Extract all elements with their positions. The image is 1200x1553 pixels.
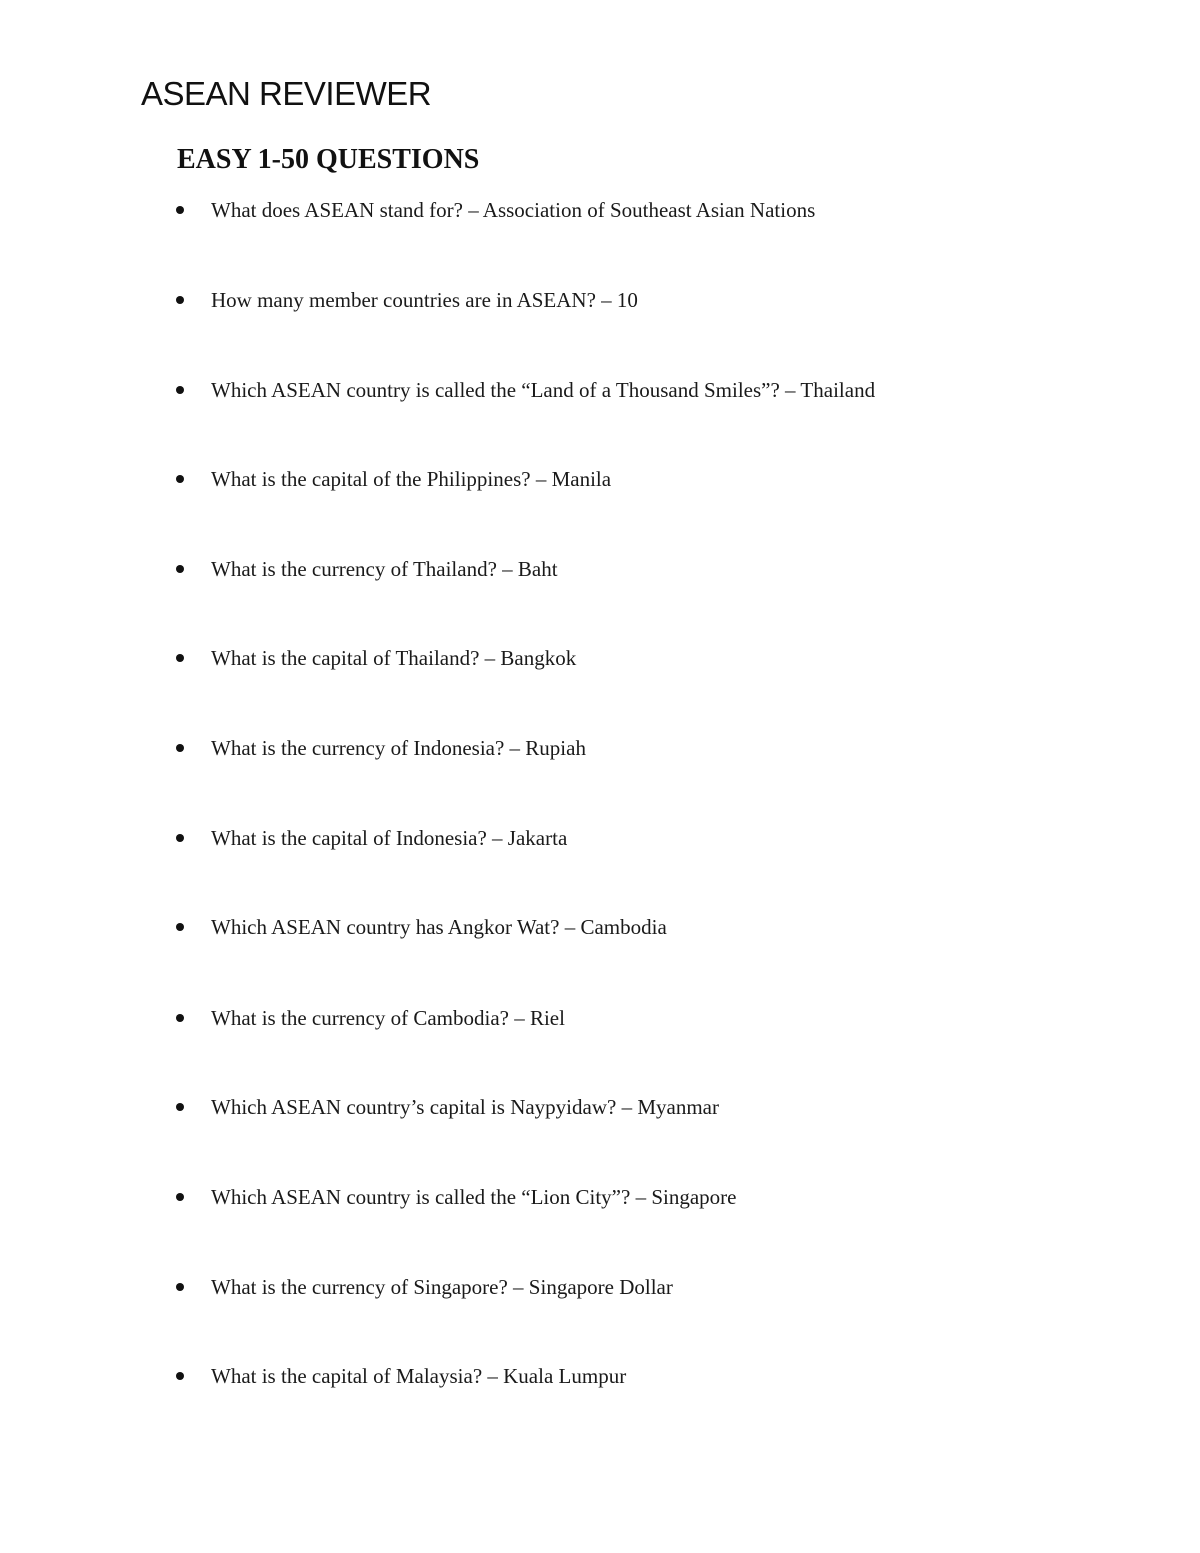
question-answer-text: Which ASEAN country has Angkor Wat? – Cambodia bbox=[211, 915, 667, 939]
question-answer-text: What is the capital of the Philippines? – Manila bbox=[211, 467, 612, 491]
list-item bbox=[172, 1361, 1072, 1391]
bullet-icon bbox=[176, 386, 184, 394]
bullet-icon bbox=[176, 1283, 184, 1291]
list-item bbox=[172, 733, 1072, 763]
question-answer-text: Which ASEAN country is called the “Land of a Thousand Smiles”? – Thailand bbox=[211, 378, 876, 402]
bullet-icon bbox=[176, 834, 184, 842]
list-item bbox=[172, 1092, 1072, 1122]
question-answer-text: How many member countries are in ASEAN? – 10 bbox=[211, 288, 638, 312]
bullet-icon bbox=[176, 565, 184, 573]
question-answer-text: What is the capital of Indonesia? – Jakarta bbox=[211, 826, 568, 850]
list-item bbox=[172, 1272, 1072, 1302]
question-answer-text: What is the capital of Malaysia? – Kuala Lumpur bbox=[211, 1364, 627, 1388]
question-answer-text: What is the currency of Cambodia? – Riel bbox=[211, 1006, 565, 1030]
question-answer-text: What does ASEAN stand for? – Association of Southeast Asian Nations bbox=[211, 198, 816, 222]
bullet-icon bbox=[176, 1193, 184, 1201]
list-item bbox=[172, 285, 1072, 315]
list-item bbox=[172, 643, 1072, 673]
list-item bbox=[172, 464, 1072, 494]
bullet-icon bbox=[176, 1103, 184, 1111]
bullet-icon bbox=[176, 206, 184, 214]
bullet-icon bbox=[176, 744, 184, 752]
list-item bbox=[172, 554, 1072, 584]
question-answer-text: Which ASEAN country is called the “Lion City”? – Singapore bbox=[211, 1185, 737, 1209]
bullet-icon bbox=[176, 654, 184, 662]
question-answer-text: Which ASEAN country’s capital is Naypyidaw? – Myanmar bbox=[211, 1095, 719, 1119]
bullet-icon bbox=[176, 475, 184, 483]
list-item bbox=[172, 375, 1072, 405]
bullet-icon bbox=[176, 1014, 184, 1022]
bullet-icon bbox=[176, 923, 184, 931]
list-item bbox=[172, 195, 1072, 225]
question-answer-text: What is the capital of Thailand? – Bangkok bbox=[211, 646, 577, 670]
list-item bbox=[172, 912, 1072, 942]
list-item bbox=[172, 823, 1072, 853]
document-title: ASEAN REVIEWER bbox=[141, 75, 432, 112]
list-item bbox=[172, 1003, 1072, 1033]
question-answer-text: What is the currency of Indonesia? – Rupiah bbox=[211, 736, 586, 760]
question-answer-text: What is the currency of Singapore? – Singapore Dollar bbox=[211, 1275, 673, 1299]
bullet-icon bbox=[176, 1372, 184, 1380]
bullet-icon bbox=[176, 296, 184, 304]
section-heading: EASY 1-50 QUESTIONS bbox=[177, 144, 480, 175]
question-answer-text: What is the currency of Thailand? – Baht bbox=[211, 557, 558, 581]
list-item bbox=[172, 1182, 1072, 1212]
